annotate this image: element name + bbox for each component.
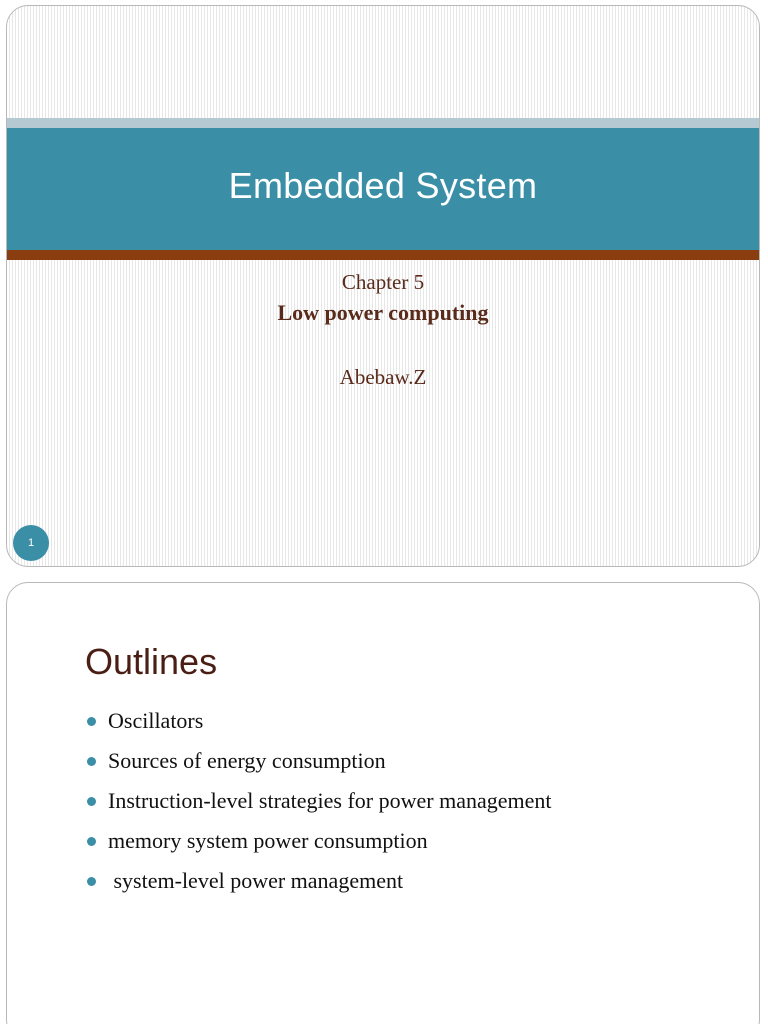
- outline-slide: [6, 582, 760, 1024]
- title-band: [7, 128, 759, 250]
- bullet-dot-icon: [87, 877, 96, 886]
- list-item: [87, 701, 552, 741]
- bullet-dot-icon: [87, 717, 96, 726]
- list-item: [87, 741, 552, 781]
- author-name: Abebaw.Z: [339, 365, 427, 389]
- bullet-dot-icon: [87, 837, 96, 846]
- bullet-dot-icon: [87, 757, 96, 766]
- list-item: [87, 861, 552, 901]
- list-item-text: memory system power consumption: [108, 828, 428, 853]
- chapter-label: Chapter 5: [341, 270, 425, 294]
- list-item: [87, 781, 552, 821]
- bullet-dot-icon: [87, 797, 96, 806]
- list-item-text: Sources of energy consumption: [108, 748, 386, 773]
- accent-bar: [7, 250, 759, 260]
- chapter-title: Low power computing: [277, 300, 489, 325]
- title-top-strip: [7, 118, 759, 128]
- title-slide: [6, 5, 760, 567]
- list-item-text: system-level power management: [108, 868, 404, 893]
- list-item-text: Instruction-level strategies for power management: [108, 788, 552, 813]
- list-item: [87, 821, 552, 861]
- presentation-title: Embedded System: [228, 165, 538, 206]
- list-item-text: Oscillators: [108, 708, 204, 733]
- outline-bullet-list: [87, 701, 552, 901]
- slide-number-badge: 1: [13, 525, 49, 561]
- outline-heading: Outlines: [85, 641, 218, 682]
